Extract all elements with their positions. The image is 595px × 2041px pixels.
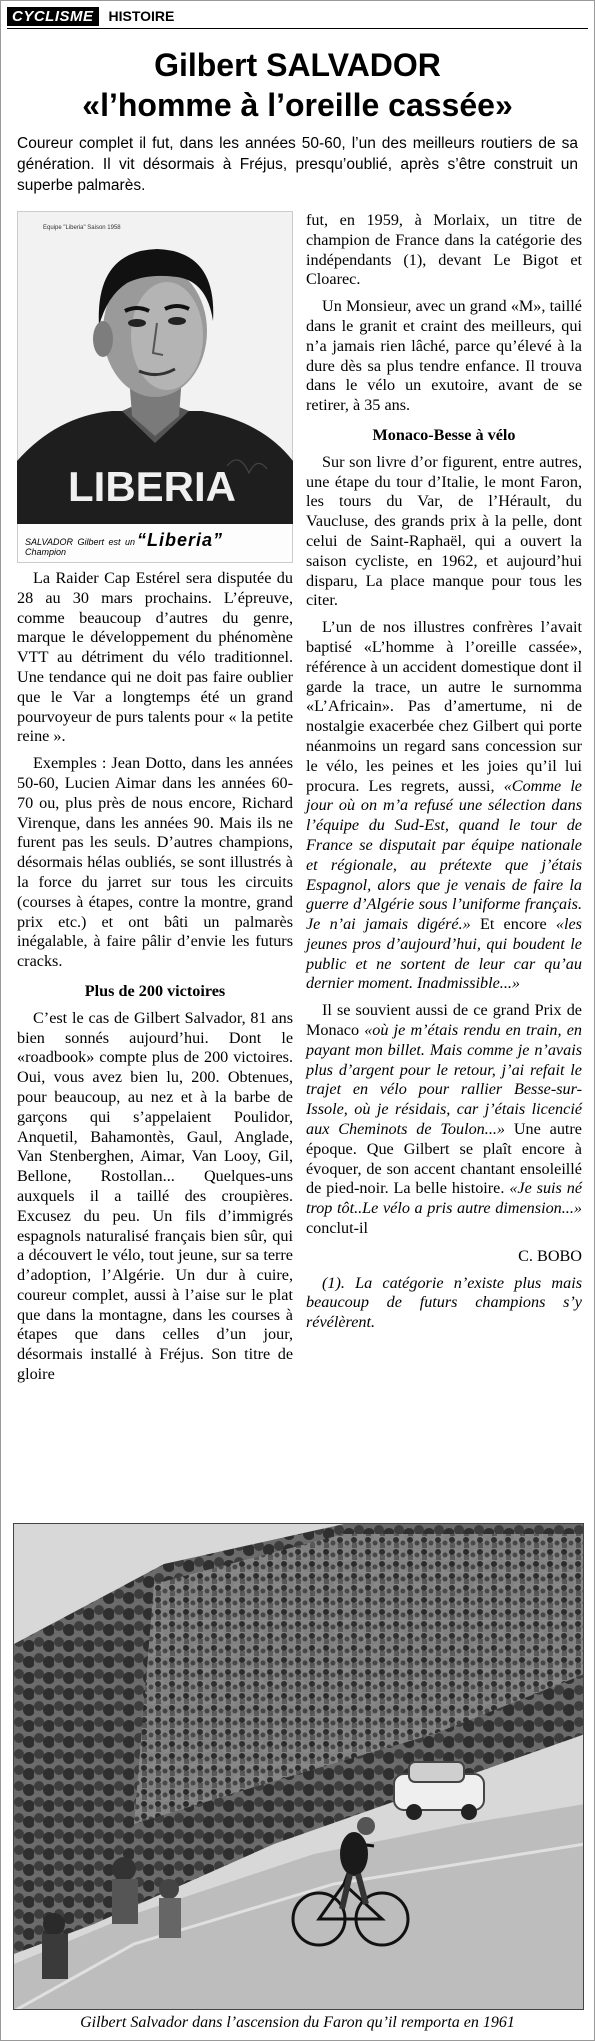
right-p5-quote-2: «Je suis né trop tôt..Le vélo a pris autre dimension...»: [306, 1179, 583, 1218]
right-p4-quote-2: «les jeunes pros d’aujourd’hui, qui boudent le public et ne sortent de leur car qu’au dernier moment. Inadmissible...»: [306, 915, 582, 993]
section-label: CYCLISME: [7, 7, 99, 26]
standfirst: Coureur complet il fut, dans les années 50-60, l’un des meilleurs routiers de sa génération. Il vit désormais à Fréjus, presqu’oublié, après s’être construit un superbe palmarès.: [17, 135, 578, 194]
right-column: [306, 211, 582, 1333]
headline: [1, 45, 594, 125]
portrait-image: [17, 211, 293, 563]
left-column: [17, 211, 293, 1385]
right-p5-text-b: Une autre époque. Que Gilbert se plaît encore à évoquer, de son accent chantant ensoleillé de pied-noir. La belle histoire.: [306, 1120, 582, 1198]
right-paragraph-4: [306, 618, 582, 994]
footnote: (1). La catégorie n’existe plus mais beaucoup de futurs champions s’y révélèrent.: [306, 1273, 582, 1332]
left-paragraph-1: La Raider Cap Estérel sera disputée du 28 au 30 mars prochains. L’épreuve, comme beaucoup d’autres du genre, marque le développement du phénomène VTT au détriment du vélo traditionnel. Une tendance qui ne doit pas faire oublier que le Var a longtemps été un grand pourvoyeur de purs talents pour « la petite reine ».: [17, 569, 293, 746]
photo-caption: Gilbert Salvador dans l’ascension du Faron qu’il remporta en 1961: [80, 2014, 515, 2031]
right-p4-text-b: Et encore: [470, 915, 556, 934]
rubric-rule: [7, 28, 588, 29]
right-p5-quote-1: «où je m’étais rendu en train, en payant mon billet. Mais comme je n’avais plus d’argent pour le retour, j’ai refait le trajet en vélo pour rallier Besse-sur-Issole, où je résidais, car j’étais licencié aux Cheminots de Toulon...»: [306, 1021, 582, 1139]
race-photo-image: [14, 1524, 584, 2010]
topic-label: HISTOIRE: [108, 8, 175, 24]
rubric: [7, 5, 174, 27]
portrait-brand: “Liberia”: [137, 530, 224, 550]
portrait-brand-name: Liberia: [147, 530, 214, 550]
left-subhead: Plus de 200 victoires: [84, 981, 226, 1000]
portrait-photo: [17, 211, 293, 563]
headline-line-1: Gilbert SALVADOR: [154, 47, 441, 83]
portrait-caption: SALVADOR Gilbert est un Champion: [25, 537, 135, 557]
left-paragraph-2: Exemples : Jean Dotto, dans les années 50-60, Lucien Aimar dans les années 60-70 ou, plus près de nous encore, Richard Virenque, dans les années 90. Mais ils ne furent pas les seuls. D’autres champions, désormais hélas oubliés, se sont illustrés à la force du jarret sur tous les circuits (courses à étapes, contre la montre, grand prix etc.) et ont bâti un palmarès inégalable, à faire pâlir d’envie les futurs cracks.: [17, 754, 293, 971]
right-p4-text-a: L’un de nos illustres confrères l’avait baptisé «L’homme à l’oreille cassée», référence à un accident domestique dont il garde la trace, un autre le surnomma «L’Africain». Pas d’amertume, ni de nostalgie exacerbée chez Gilbert qui porte néanmoins un regard sans concession sur le vélo, les peines et les joies qu’il lui procura. Les regrets, aussi,: [306, 618, 582, 795]
right-p4-quote-1: «Comme le jour où on m’a refusé une sélection dans l’équipe du Sud-Est, quand le tour de France se disputait par équipe nationale et régionale, au prétexte que j’étais Espagnol, alors que je venais de faire la guerre d’Algérie sous l’uniforme français. Je n’ai jamais digéré.»: [306, 776, 582, 934]
race-photo: [13, 1523, 584, 2010]
right-p5-text-c: conclut-il: [306, 1219, 369, 1238]
left-paragraph-3: C’est le cas de Gilbert Salvador, 81 ans bien sonnés aujourd’hui. Dont le «roadbook» compte plus de 200 victoires. Oui, vous avez bien lu, 200. Obtenues, pour beaucoup, au nez et à la barbe de garçons qui s’appelaient Poulidor, Anquetil, Bahamontès, Gaul, Anglade, Van Stenberghen, Aimar, Van Looy, Gil, Bellone, Rostollan... Quelques-uns auxquels il a taillé des croupières. Excusez du peu. Un fils d’immigrés espagnols naturalisé français bien sûr, qui a découvert le vélo, tout jeune, sur sa terre d’adoption, l’Algérie. Un dur à cuire, coureur complet, aussi à l’aise sur le plat que dans la montagne, dans les courses à étapes que dans celles d’un jour, désormais installé à Fréjus. Son titre de gloire: [17, 1008, 293, 1384]
right-subhead: Monaco-Besse à vélo: [372, 425, 516, 444]
headline-line-2: «l’homme à l’oreille cassée»: [82, 87, 513, 123]
right-paragraph-3: Sur son livre d’or figurent, entre autres, une étape du tour d’Italie, le mont Faron, les tours du Var, de l’Hérault, du Vaucluse, des grands prix à la pelle, dont celui de Saint-Raphaël, qui a ouvert la saison cycliste, en 1962, et aujourd’hui disparu, La place manque pour tous les citer.: [306, 452, 582, 610]
right-paragraph-2: Un Monsieur, avec un grand «M», taillé dans le granit et craint des meilleurs, qui n’a jamais rien lâché, parce qu’élevé à la dure dès sa plus tendre enfance. Il trouva dans le vélo un exutoire, avant de se retirer, à 35 ans.: [306, 297, 582, 415]
portrait-inscription: Equipe "Liberia" Saison 1958: [43, 225, 121, 231]
author-signature: C. BOBO: [518, 1246, 582, 1265]
jersey-text: LIBERIA: [68, 463, 236, 510]
right-p5-text-a: Il se souvient aussi de ce grand Prix de Monaco: [306, 1001, 582, 1040]
right-paragraph-1: fut, en 1959, à Morlaix, un titre de champion de France dans la catégorie des indépendants (1), devant Le Bigot et Cloarec.: [306, 211, 582, 289]
right-paragraph-5: [306, 1001, 582, 1239]
